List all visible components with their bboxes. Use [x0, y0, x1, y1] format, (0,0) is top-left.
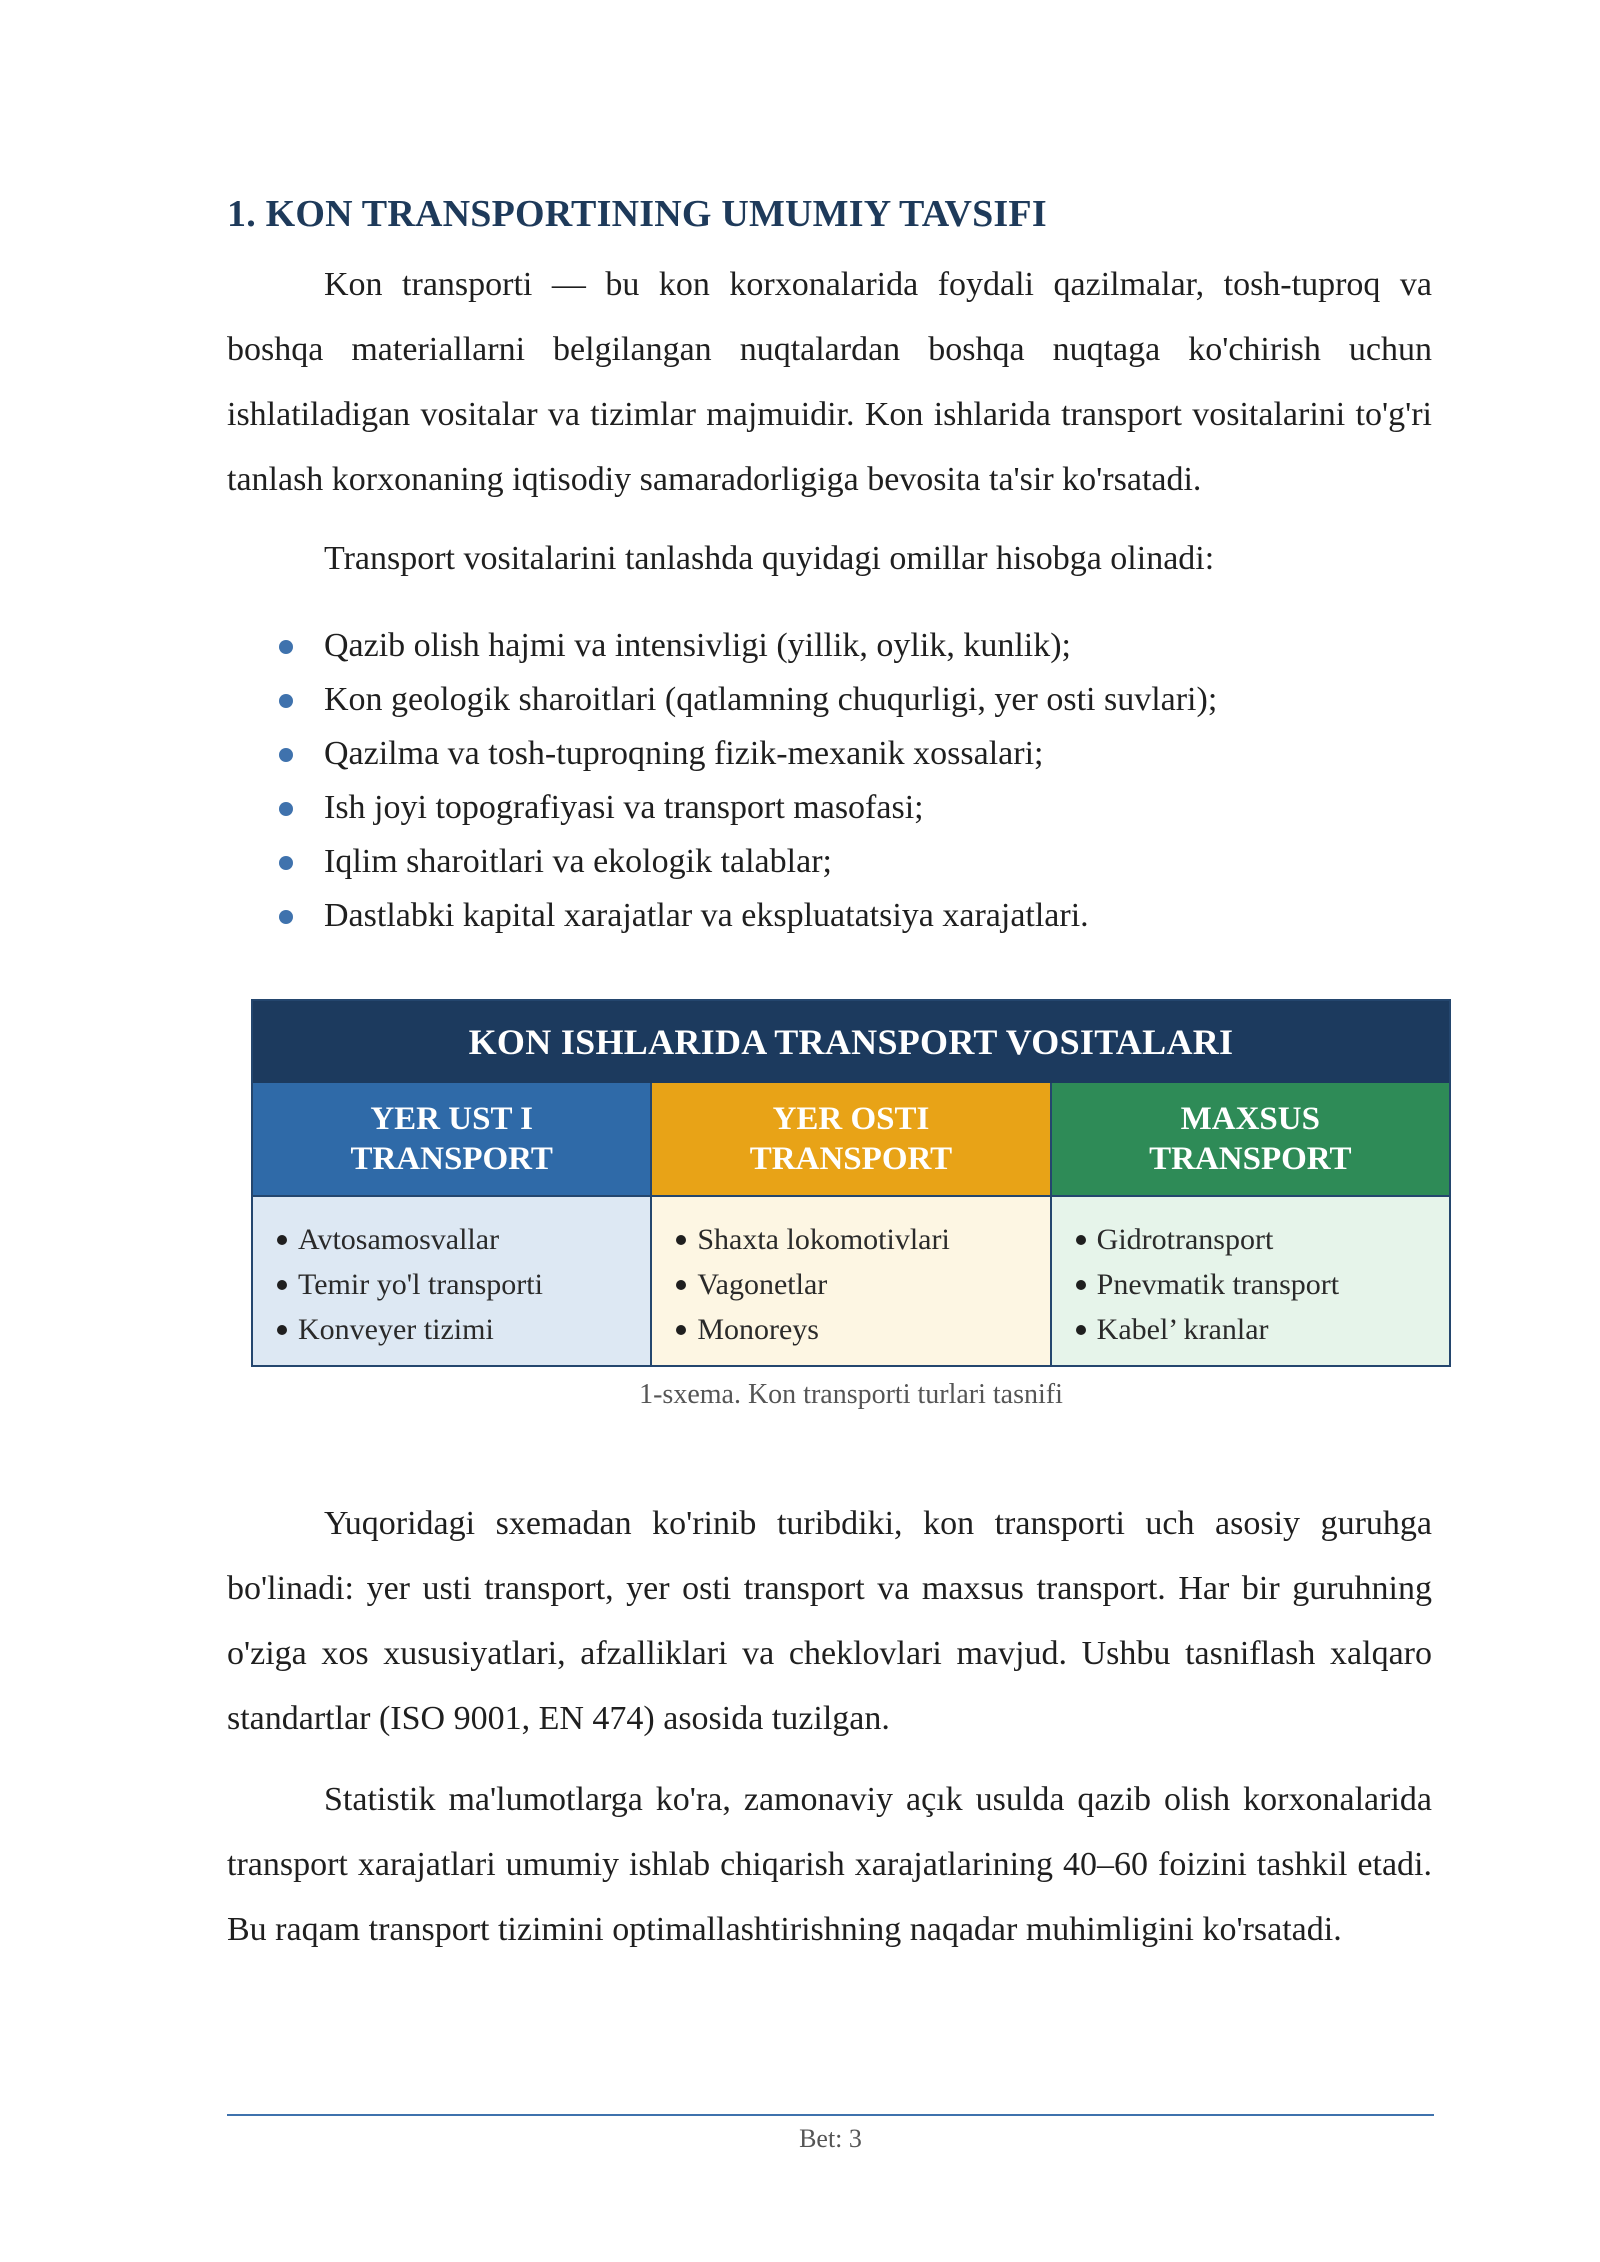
column-item: Kabel’ kranlar [1076, 1307, 1449, 1352]
document-page [227, 190, 1432, 1962]
bullet-icon [676, 1280, 686, 1290]
column-item: Gidrotransport [1076, 1217, 1449, 1262]
footer-divider [227, 2114, 1434, 2116]
bullet-icon [279, 640, 293, 654]
diagram-columns [253, 1083, 1449, 1365]
statistics-paragraph: Statistik ma'lumotlarga ko'ra, zamonaviy açık usulda qazib olish korxonalarida transport xarajatlari umumiy ishlab chiqarish xarajatlarining 40–60 foizini tashkil etadi. Bu raqam transport tizimini optimallashtirishning naqadar muhimligini ko'rsatadi. [227, 1781, 1432, 1948]
column-item: Avtosamosvallar [277, 1217, 650, 1262]
column-item: Pnevmatik transport [1076, 1262, 1449, 1307]
column-header: MAXSUS TRANSPORT [1052, 1083, 1449, 1197]
page-number: Bet: 3 [799, 2124, 862, 2153]
column-header: YER OSTI TRANSPORT [652, 1083, 1049, 1197]
column-item: Konveyer tizimi [277, 1307, 650, 1352]
factors-intro-paragraph: Transport vositalarini tanlashda quyidagi omillar hisobga olinadi: [324, 540, 1215, 577]
factors-list [227, 619, 1432, 943]
column-item: Temir yo'l transporti [277, 1262, 650, 1307]
bullet-icon [676, 1235, 686, 1245]
list-item: Ish joyi topografiyasi va transport masofasi; [227, 781, 1432, 835]
column-item: Vagonetlar [676, 1262, 1049, 1307]
bullet-icon [1076, 1235, 1086, 1245]
column-header: YER UST I TRANSPORT [253, 1083, 650, 1197]
list-item: Qazilma va tosh-tuproqning fizik-mexanik xossalari; [227, 727, 1432, 781]
bullet-icon [279, 856, 293, 870]
transport-classification-diagram [251, 999, 1451, 1367]
column-item: Shaxta lokomotivlari [676, 1217, 1049, 1262]
list-item: Qazib olish hajmi va intensivligi (yillik, oylik, kunlik); [227, 619, 1432, 673]
section-heading: 1. KON TRANSPORTINING UMUMIY TAVSIFI [227, 193, 1047, 235]
column-item: Monoreys [676, 1307, 1049, 1352]
list-item: Iqlim sharoitlari va ekologik talablar; [227, 835, 1432, 889]
diagram-caption: 1-sxema. Kon transporti turlari tasnifi [639, 1379, 1063, 1410]
diagram-column-surface [253, 1083, 650, 1365]
column-body [253, 1197, 650, 1365]
diagram-column-underground [650, 1083, 1049, 1365]
bullet-icon [277, 1235, 287, 1245]
diagram-column-special [1050, 1083, 1449, 1365]
bullet-icon [1076, 1280, 1086, 1290]
bullet-icon [279, 694, 293, 708]
list-item: Dastlabki kapital xarajatlar va ekspluatatsiya xarajatlari. [227, 889, 1432, 943]
list-item: Kon geologik sharoitlari (qatlamning chuqurligi, yer osti suvlari); [227, 673, 1432, 727]
diagram-title: KON ISHLARIDA TRANSPORT VOSITALARI [253, 1001, 1449, 1083]
column-body [1052, 1197, 1449, 1365]
bullet-icon [676, 1325, 686, 1335]
column-body [652, 1197, 1049, 1365]
summary-paragraph: Yuqoridagi sxemadan ko'rinib turibdiki, kon transporti uch asosiy guruhga bo'linadi: yer usti transport, yer osti transport va maxsus transport. Har bir guruhning o'ziga xos xususiyatlari, afzalliklari va cheklovlari mavjud. Ushbu tasniflash xalqaro standartlar (ISO 9001, EN 474) asosida tuzilgan. [227, 1505, 1432, 1737]
bullet-icon [279, 802, 293, 816]
bullet-icon [279, 748, 293, 762]
intro-paragraph: Kon transporti — bu kon korxonalarida foydali qazilmalar, tosh-tuproq va boshqa materiallarni belgilangan nuqtalardan boshqa nuqtaga ko'chirish uchun ishlatiladigan vositalar va tizimlar majmuidir. Kon ishlarida transport vositalarini to'g'ri tanlash korxonaning iqtisodiy samaradorligiga bevosita ta'sir ko'rsatadi. [227, 266, 1432, 498]
bullet-icon [277, 1280, 287, 1290]
bullet-icon [279, 910, 293, 924]
bullet-icon [1076, 1325, 1086, 1335]
bullet-icon [277, 1325, 287, 1335]
